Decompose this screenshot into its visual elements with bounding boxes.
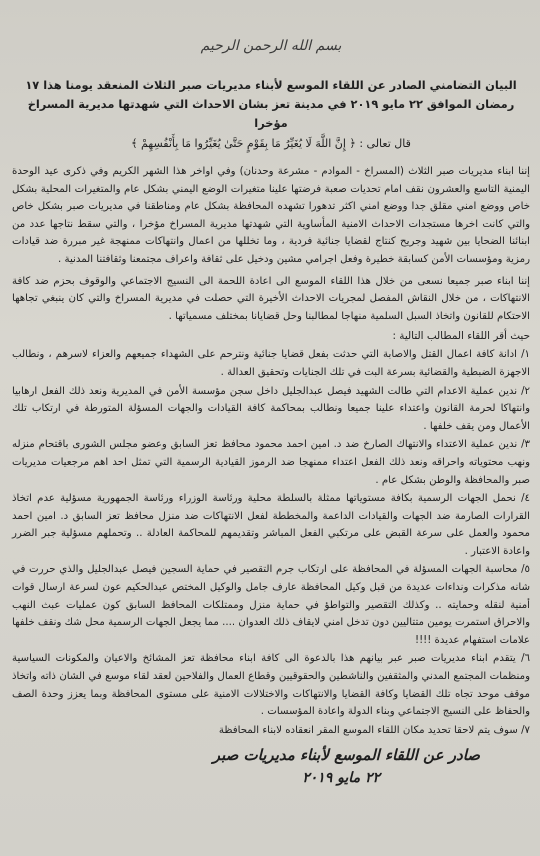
intro-paragraph: إننا ابناء مديريات صبر الثلاث (المسراخ - الموادم - مشرعة وحدنان) وفي اواخر هذا الشهر الكريم وفي ذكرى عيد الوحدة اليمنية التاسع والعشرون نقف امام تحديات صعبة فرضتها علينا متغيرات الوضع اليمني بشكل عام والمتغيرات المحلية بشكل خاص ووضع امني مقلق جدا ووضع امني اكثر تدهورا تشهده المحافظة بشكل عام ومناطقنا في مديريات صبر بشكل خاص والتي كانت اخرها مستجدات الاحداث الامنية المأساوية التي شهدتها مديرية المسراخ مؤخرا ، والتي سقط نتاجها عدد من ابنائنا الضحايا بين شهيد وجريح كنتاج لقضايا جنائية فردية ، وما تخللها من اعمال وانتهاكات ممنهجة غير مبررة ضد قيادات رمزية ومؤسسات الأمن كسابقة خطيرة وفعل اجرامي مشين ودخيل على ثقافة واعراف مجتمعنا وثقافتنا المدنية . <box>12 166 530 265</box>
demand-item-6: ٦/ يتقدم ابناء مديريات صبر عبر بيانهم هذا بالدعوة الى كافة ابناء محافظة تعز المشائخ والاعيان والمكونات السياسية ومنظمات المجتمع المدني والمثقفين والناشطين والحقوقيين وقطاع العمال والفلاحين لعقد لقاء موسع في الشان ذاته واتخاذ موقف موحد تجاه تلك القضايا وكافة القضايا والانتهاكات والاختلالات الامنية على مستوى المحافظة وبما يعزز وحدة الصف والحفاظ على النسيج الاجتماعي وبناء الدولة واعادة المؤسسات . <box>12 653 530 718</box>
quran-verse: قال تعالى : ﴿ إِنَّ اللَّهَ لَا يُغَيِّرُ مَا بِقَوْمٍ حَتَّىٰ يُغَيِّرُوا مَا بِأَنْفُسِهِمْ ﴾ <box>131 137 411 150</box>
signature-line: صادر عن اللقاء الموسع لأبناء مديريات صبر <box>212 746 480 765</box>
basmala-header: بسم الله الرحمن الرحيم <box>200 38 342 54</box>
statement-title: البيان التضامني الصادر عن اللقاء الموسع لأبناء مديريات صبر الثلاث المنعقد يومنا هذا ١٧ رمضان الموافق ٢٢ مايو ٢٠١٩ في مدينة تعز بشان الاحداث التي شهدتها مديرية المسراخ مؤخرا <box>25 78 517 130</box>
demand-item-5: ٥/ محاسبة الجهات المسؤلة في المحافظة على ارتكاب جرم التقصير في حماية السجين فيصل عبدالجليل والذي حررت في شانه مذكرات ونداءات عديدة من قبل وكيل المحافظة عارف جامل والوكيل المختص عبدالحكيم عون لسرعة ارسال قوات أمنية لنقله وحمايته .. وكذلك التقصير والتواطؤ في حماية منزل وممتلكات المحافظ السابق كون عمليات عبث النهب والاحراق استمرت يومين متتاليين دون تدخل امني لايقاف ذلك العدوان .... مما يجعل الجهات الرسمية محل شك ونقف خلفها علامات استفهام عديدة !!!! <box>12 564 530 646</box>
demand-item-3: ٣/ ندين عملية الاعتداء والانتهاك الصارخ ضد د. امين احمد محمود محافظ تعز السابق وعضو مجلس الشورى باقتحام منزله ونهب محتوياته واحراقه ونعد ذلك الفعل اعتداء ممنهجا ضد الرموز القيادية الرسمية التي تمثل احد اهم مرجعيات مديريات صبر والمحافظة والوطن بشكل عام . <box>12 439 530 486</box>
demand-item-2: ٢/ ندين عملية الاعدام التي طالت الشهيد فيصل عبدالجليل داخل سجن مؤسسة الأمن في المديرية ونعد ذلك الفعل ارهابيا وانتهاكا لحرمة القانون واعتداء علينا جميعا ونطالب بمحاكمة كافة القيادات والجهات المسؤلة المتورطة في ارتكاب تلك الأعمال ومن يقف خلفها . <box>12 385 530 432</box>
demand-item-7: ٧/ سوف يتم لاحقا تحديد مكان اللقاء الموسع المقر انعقاده لابناء المحافظة <box>218 724 530 736</box>
signature-date: ٢٢ مايو ٢٠١٩ <box>302 770 380 787</box>
demand-item-4: ٤/ نحمل الجهات الرسمية بكافة مستوياتها ممثلة بالسلطة محلية ورئاسة الوزراء ورئاسة الجمهورية مسؤلية عدم اتخاذ القرارات الصارمة ضد الجهات والقيادات الداعمة والمخططة لفعل الانتهاكات ضد منزل محافظ تعز السابق د. امين احمد محمود والعمل على سرعة القبض على مرتكبي الفعل المباشر وتقديمهم للمحاكمة العادلة .. وتحملهم مسؤلية جبر الضرر واعادة الاعتبار . <box>12 493 530 557</box>
purpose-paragraph: إننا ابناء صبر جميعا نسعى من خلال هذا اللقاء الموسع الى اعادة اللحمة الى النسيج الاجتماعي والوقوف بحزم ضد كافة الانتهاكات ، من خلال النقاش المفصل لمجريات الاحداث الأخيرة التي حصلت في مديرية المسراخ والتي كان ينبغي تجاهها الاحتكام للقانون واتخاذ السبل السلمية منهاجا لمطالبنا وحل قضايانا بمختلف مسمياتها . <box>12 275 530 322</box>
demands-heading: حيث أقر اللقاء المطالب التالية : <box>392 330 530 343</box>
demand-item-1: ١/ ادانة كافة اعمال القتل والاصابة التي حدثت بفعل قضايا جنائية ونترحم على الشهداء جميعهم والعزاء لاسرهم ، ونطالب الاجهزة الضبطية والقضائية بسرعة البت في تلك الجنايات وتحقيق العدالة . <box>12 349 530 378</box>
